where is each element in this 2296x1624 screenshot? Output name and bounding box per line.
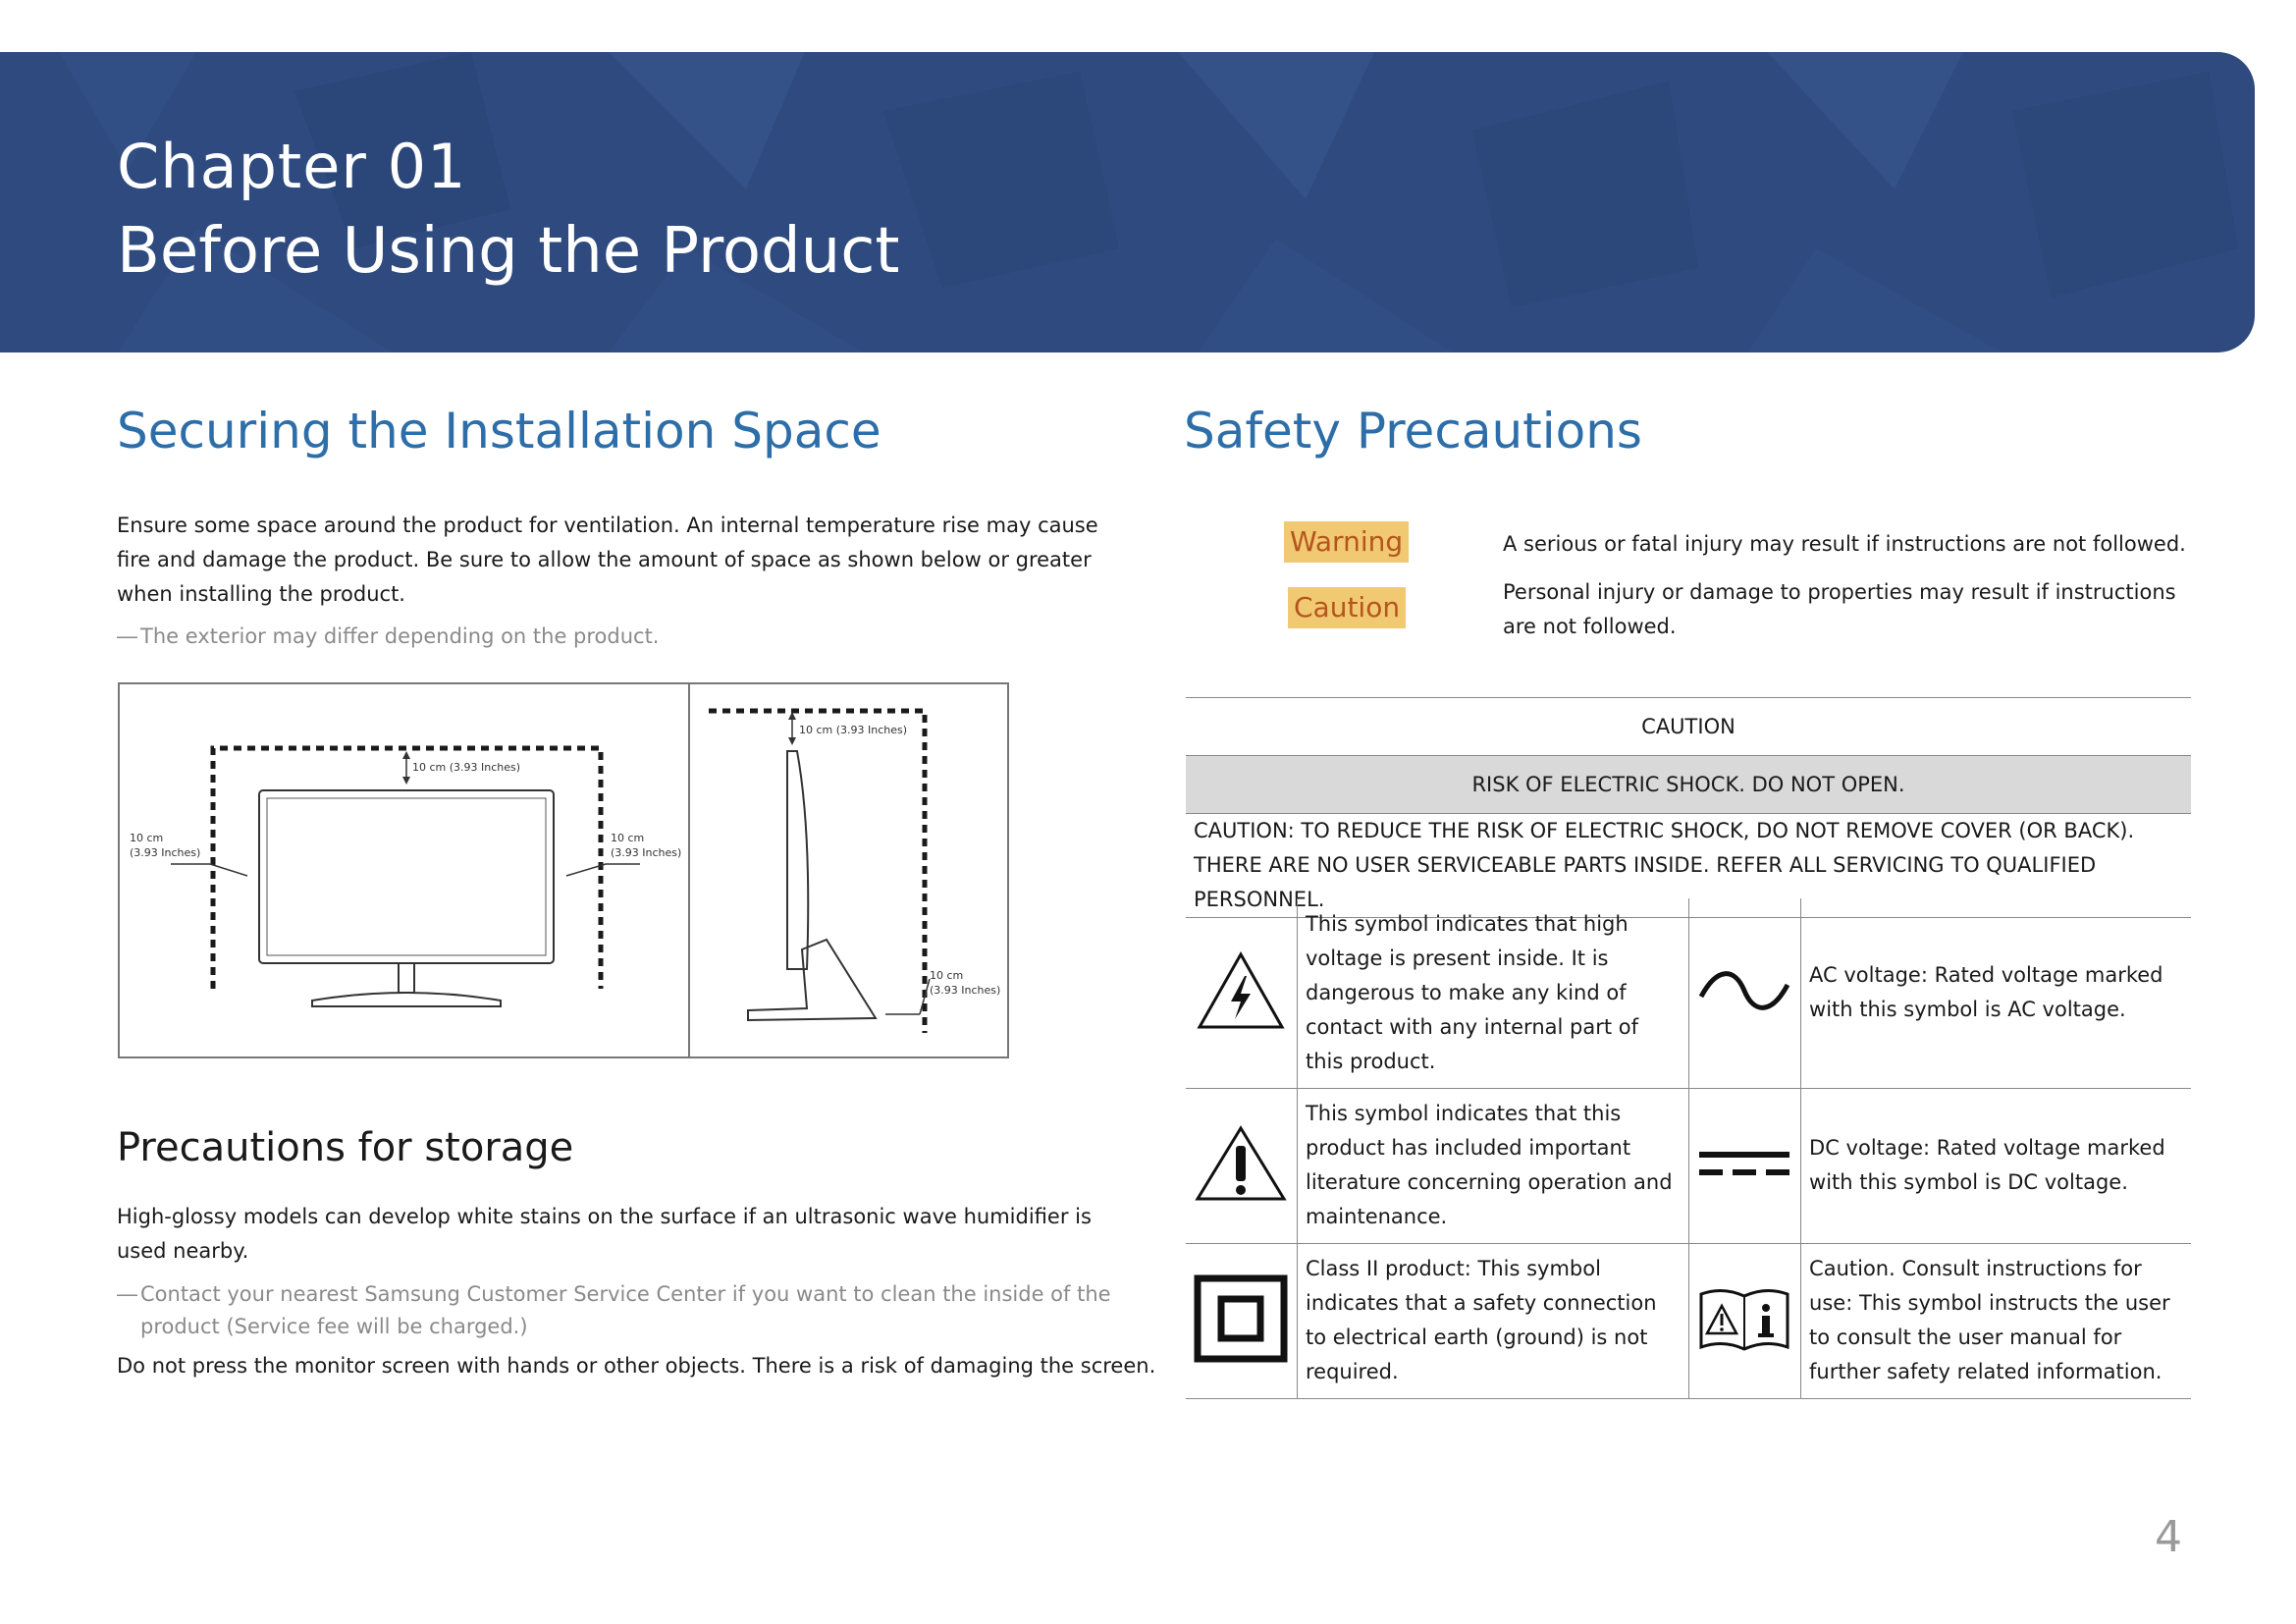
side-clearance-outline bbox=[709, 711, 925, 1033]
installation-note-text: The exterior may differ depending on the product. bbox=[140, 624, 660, 648]
caution-body: CAUTION: TO REDUCE THE RISK OF ELECTRIC SHOCK, DO NOT REMOVE COVER (OR BACK). THERE ARE NO USER SERVICEABLE PARTS INSIDE. REFER ALL SERVICING TO QUALIFIED PERSONNEL. bbox=[1186, 814, 2191, 918]
consult-instructions-description: Caution. Consult instructions for use: This symbol instructs the user to consult the user manual for further safety related information. bbox=[1801, 1243, 2191, 1398]
class-ii-description: Class II product: This symbol indicates that a safety connection to electrical earth (ground) is not required. bbox=[1297, 1243, 1688, 1398]
high-voltage-icon bbox=[1186, 898, 1297, 1088]
storage-title: Precautions for storage bbox=[117, 1125, 574, 1170]
storage-note-text: Contact your nearest Samsung Customer Service Center if you want to clean the inside of the product (Service fee will be charged.) bbox=[140, 1282, 1111, 1338]
storage-body: High-glossy models can develop white stains on the surface if an ultrasonic wave humidifier is used nearby. bbox=[117, 1205, 1092, 1263]
front-left-clearance-cm: 10 cm bbox=[130, 832, 164, 844]
note-dash: ― bbox=[117, 1282, 137, 1306]
dc-voltage-description: DC voltage: Rated voltage marked with this symbol is DC voltage. bbox=[1801, 1088, 2191, 1243]
ac-voltage-icon bbox=[1688, 898, 1800, 1088]
banner-pattern bbox=[0, 52, 2255, 352]
installation-figure bbox=[118, 682, 1009, 1058]
storage-note bbox=[117, 1278, 1112, 1343]
exclamation-warning-icon bbox=[1186, 1088, 1297, 1243]
warning-description: A serious or fatal injury may result if instructions are not followed. bbox=[1503, 532, 2186, 556]
risk-banner: RISK OF ELECTRIC SHOCK. DO NOT OPEN. bbox=[1186, 756, 2191, 814]
page-number: 4 bbox=[2155, 1512, 2182, 1562]
chapter-title: Before Using the Product bbox=[117, 215, 900, 288]
caution-description: Personal injury or damage to properties may result if instructions are not followed. bbox=[1503, 580, 2176, 638]
symbol-row bbox=[1186, 898, 2191, 1088]
symbol-row bbox=[1186, 1088, 2191, 1243]
safety-title: Safety Precautions bbox=[1184, 403, 1642, 460]
side-rear-clearance-in: (3.93 Inches) bbox=[930, 984, 1001, 997]
chapter-label: Chapter 01 bbox=[117, 131, 467, 202]
symbol-row bbox=[1186, 1243, 2191, 1398]
dc-voltage-icon bbox=[1688, 1088, 1800, 1243]
exclamation-warning-description: This symbol indicates that this product has included important literature concerning operation and maintenance. bbox=[1297, 1088, 1688, 1243]
side-top-clearance-label: 10 cm (3.93 Inches) bbox=[799, 724, 908, 736]
warning-badge: Warning bbox=[1284, 521, 1409, 563]
consult-instructions-icon bbox=[1688, 1243, 1800, 1398]
installation-note bbox=[117, 621, 1122, 653]
ac-voltage-description: AC voltage: Rated voltage marked with this symbol is AC voltage. bbox=[1801, 898, 2191, 1088]
caution-badge: Caution bbox=[1288, 587, 1406, 628]
front-clearance-outline bbox=[213, 748, 601, 989]
front-top-clearance-label: 10 cm (3.93 Inches) bbox=[412, 761, 521, 774]
side-rear-clearance-cm: 10 cm bbox=[930, 969, 964, 982]
clearance-diagram bbox=[120, 684, 1007, 1056]
caution-heading: CAUTION bbox=[1186, 698, 2191, 756]
monitor-front-icon bbox=[259, 790, 554, 963]
chapter-banner bbox=[0, 52, 2255, 352]
symbol-table bbox=[1186, 898, 2191, 1399]
installation-title: Securing the Installation Space bbox=[117, 403, 881, 460]
front-right-clearance-in: (3.93 Inches) bbox=[611, 846, 682, 859]
monitor-side-icon bbox=[787, 751, 808, 969]
note-dash: ― bbox=[117, 624, 137, 648]
caution-table bbox=[1186, 697, 2191, 918]
class-ii-icon bbox=[1186, 1243, 1297, 1398]
high-voltage-description: This symbol indicates that high voltage is present inside. It is dangerous to make any kind of contact with any internal part of this product. bbox=[1297, 898, 1688, 1088]
installation-body: Ensure some space around the product for ventilation. An internal temperature rise may cause fire and damage the product. Be sure to allow the amount of space as shown below or greater when installing the product. bbox=[117, 514, 1098, 606]
front-right-clearance-cm: 10 cm bbox=[611, 832, 645, 844]
storage-body-2: Do not press the monitor screen with hands or other objects. There is a risk of damaging the screen. bbox=[117, 1354, 1156, 1378]
front-left-clearance-in: (3.93 Inches) bbox=[130, 846, 201, 859]
